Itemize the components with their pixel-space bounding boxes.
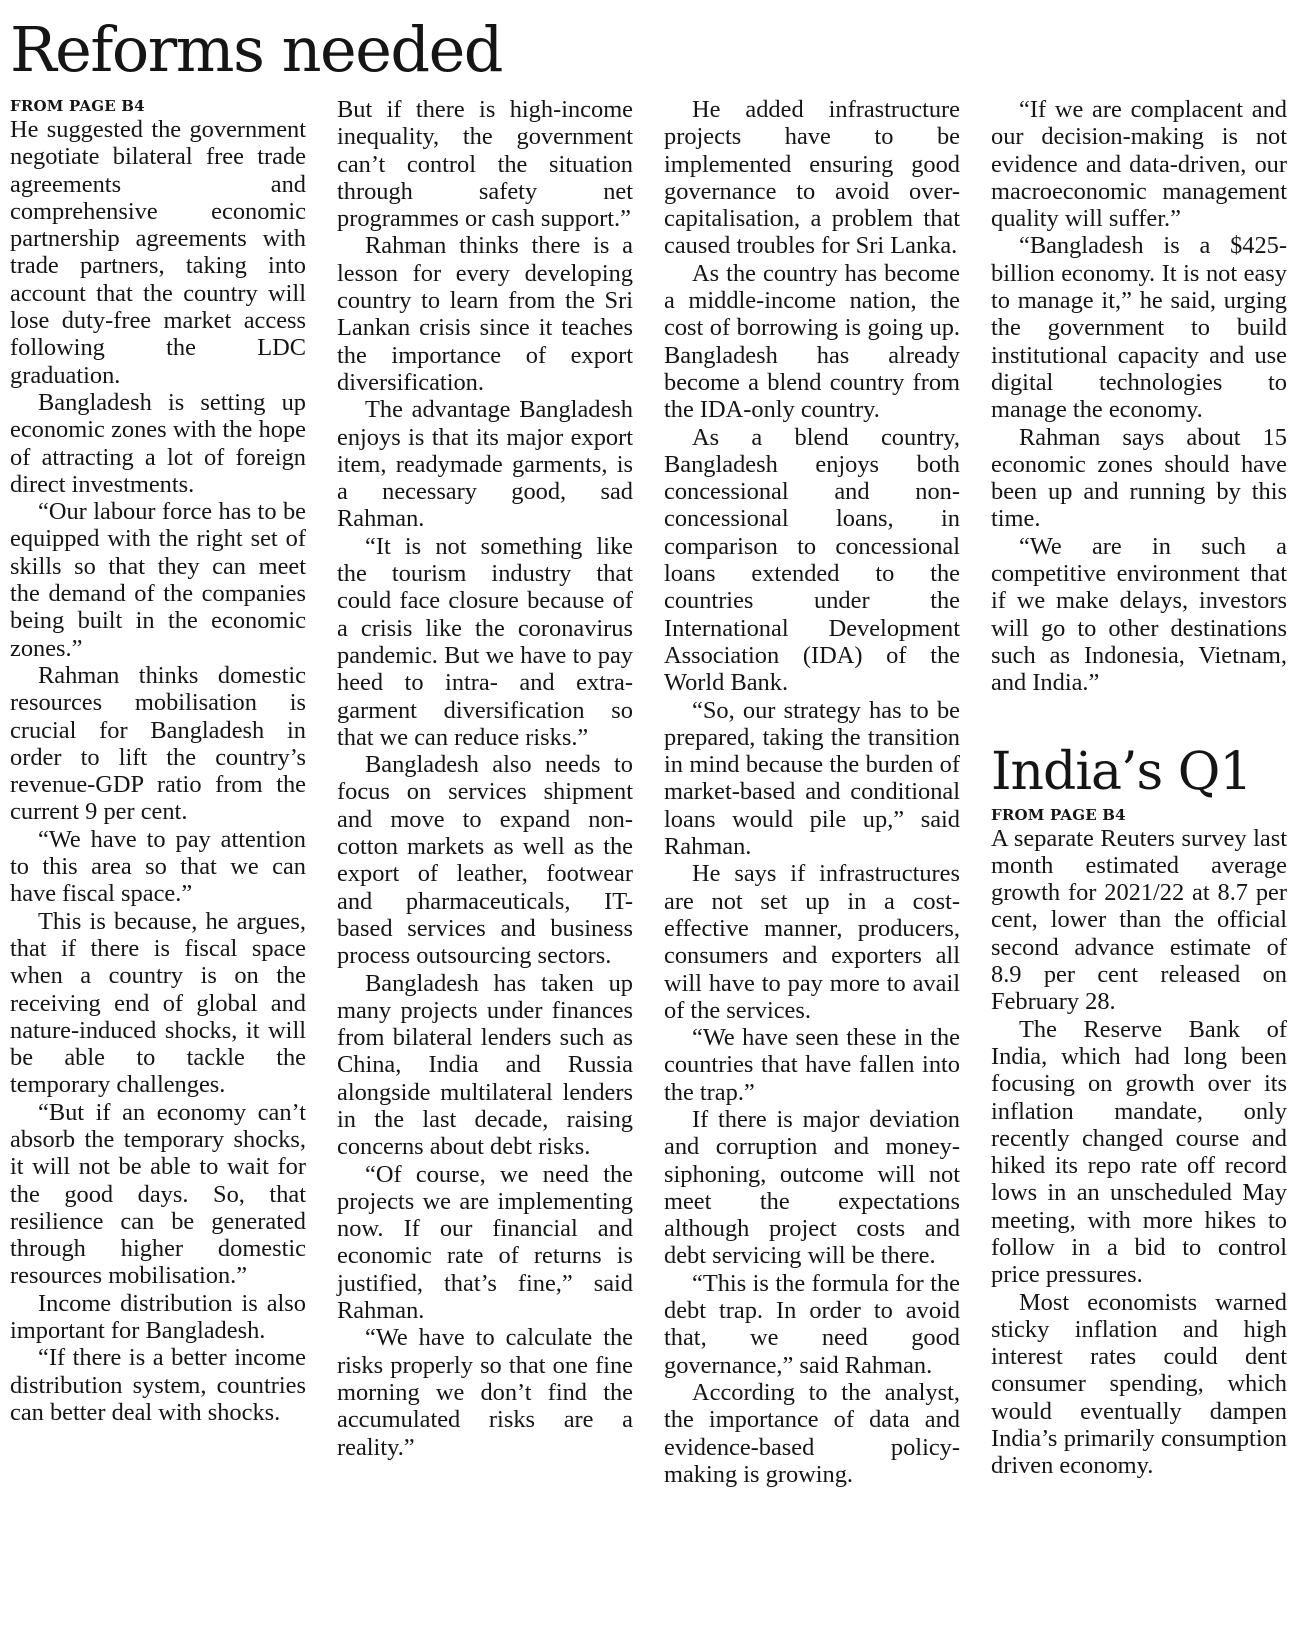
paragraph: Rahman thinks domestic resources mobilisation is crucial for Bangladesh in order to lift the country’s revenue-GDP ratio from the current 9 per cent.: [10, 661, 306, 826]
paragraph: “It is not something like the tourism industry that could face closure because of a crisis like the coronavirus pandemic. But we have to pay heed to intra- and extra-garment diversification so that we can reduce risks.”: [337, 532, 633, 751]
paragraph: Bangladesh has taken up many projects under finances from bilateral lenders such as China, India and Russia alongside multilateral lenders in the last decade, raising concerns about debt risks.: [337, 969, 633, 1161]
paragraph: “So, our strategy has to be prepared, taking the transition in mind because the burden of market-based and conditional loans would pile up,” said Rahman.: [664, 696, 960, 861]
paragraph: “Bangladesh is a $425-billion economy. It is not easy to manage it,” he said, urging the government to build institutional capacity and use digital technologies to manage the economy.: [991, 232, 1287, 424]
article-column-1: [10, 96, 306, 1426]
headline-indias-q1: India’s Q1: [991, 741, 1252, 802]
headline-reforms-needed: Reforms needed: [10, 13, 502, 86]
paragraph: Rahman thinks there is a lesson for every developing country to learn from the Sri Lankan crisis since it teaches the importance of export diversification.: [337, 232, 633, 396]
paragraph: “We have to calculate the risks properly so that one fine morning we don’t find the accumulated risks are a reality.”: [337, 1324, 633, 1461]
paragraph: Rahman says about 15 economic zones should have been up and running by this time.: [991, 423, 1287, 533]
paragraph: A separate Reuters survey last month estimated average growth for 2021/22 at 8.7 per cent, lower than the official second advance estimate of 8.9 per cent released on February 28.: [991, 824, 1287, 1016]
paragraph: “If there is a better income distribution system, countries can better deal with shocks.: [10, 1344, 306, 1426]
paragraph: “If we are complacent and our decision-making is not evidence and data-driven, our macroeconomic management quality will suffer.”: [991, 96, 1287, 233]
paragraph: “Of course, we need the projects we are implementing now. If our financial and economic rate of returns is justified, that’s fine,” said Rahman.: [337, 1160, 633, 1325]
continued-from-label: FROM PAGE B4: [991, 805, 1126, 824]
paragraph: According to the analyst, the importance of data and evidence-based policy-making is growing.: [664, 1378, 960, 1488]
paragraph: The advantage Bangladesh enjoys is that its major export item, readymade garments, is a necessary good, sad Rahman.: [337, 396, 633, 533]
paragraph: “We are in such a competitive environment that if we make delays, investors will go to other destinations such as Indonesia, Vietnam, and India.”: [991, 532, 1287, 697]
article-column-4: [991, 96, 1287, 1480]
paragraph: “We have seen these in the countries that have fallen into the trap.”: [664, 1024, 960, 1106]
paragraph: He added infrastructure projects have to be implemented ensuring good governance to avoid over-capitalisation, a problem that caused troubles for Sri Lanka.: [664, 96, 960, 260]
paragraph: But if there is high-income inequality, the government can’t control the situation through safety net programmes or cash support.”: [337, 96, 633, 233]
paragraph: Bangladesh is setting up economic zones with the hope of attracting a lot of foreign direct investments.: [10, 388, 306, 498]
paragraph: “But if an economy can’t absorb the temporary shocks, it will not be able to wait for the good days. So, that resilience can be generated through higher domestic resources mobilisation.”: [10, 1098, 306, 1290]
paragraph: Income distribution is also important for Bangladesh.: [10, 1289, 306, 1345]
paragraph: This is because, he argues, that if there is fiscal space when a country is on the receiving end of global and nature-induced shocks, it will be able to tackle the temporary challenges.: [10, 907, 306, 1099]
paragraph: “This is the formula for the debt trap. In order to avoid that, we need good governance,” said Rahman.: [664, 1269, 960, 1379]
paragraph: He suggested the government negotiate bilateral free trade agreements and comprehensive economic partnership agreements with trade partners, taking into account that the country will lose duty-free market access following the LDC graduation.: [10, 116, 306, 389]
paragraph: The Reserve Bank of India, which had long been focusing on growth over its inflation mandate, only recently changed course and hiked its repo rate off record lows in an unscheduled May meeting, with more hikes to follow in a bid to control price pressures.: [991, 1015, 1287, 1289]
paragraph: Most economists warned sticky inflation and high interest rates could dent consumer spending, which would eventually dampen India’s primarily consumption driven economy.: [991, 1288, 1287, 1480]
article-column-2: [337, 96, 633, 1461]
paragraph: He says if infrastructures are not set up in a cost-effective manner, producers, consumers and exporters all will have to pay more to avail of the services.: [664, 860, 960, 1024]
paragraph: As a blend country, Bangladesh enjoys both concessional and non-concessional loans, in comparison to concessional loans extended to the countries under the International Development Association (IDA) of the World Bank.: [664, 423, 960, 697]
paragraph: As the country has become a middle-income nation, the cost of borrowing is going up. Bangladesh has already become a blend country from the IDA-only country.: [664, 259, 960, 424]
paragraph: If there is major deviation and corruption and money-siphoning, outcome will not meet the expectations although project costs and debt servicing will be there.: [664, 1105, 960, 1270]
continued-from-label: FROM PAGE B4: [10, 97, 145, 115]
article-column-3: [664, 96, 960, 1488]
paragraph: Bangladesh also needs to focus on services shipment and move to expand non-cotton markets as well as the export of leather, footwear and pharmaceuticals, IT-based services and business process outsourcing sectors.: [337, 751, 633, 970]
paragraph: “Our labour force has to be equipped with the right set of skills so that they can meet the demand of the companies being built in the economic zones.”: [10, 498, 306, 662]
paragraph: “We have to pay attention to this area so that we can have fiscal space.”: [10, 825, 306, 908]
